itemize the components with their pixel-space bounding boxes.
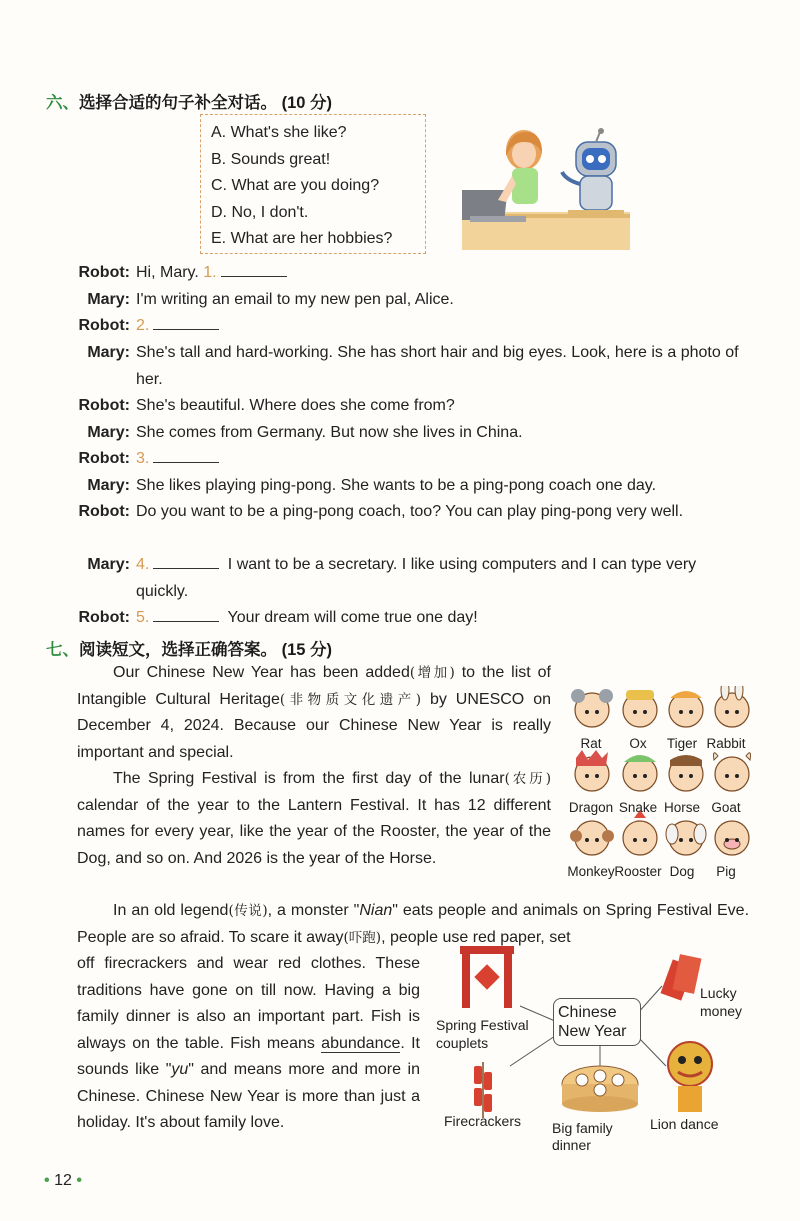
- speaker-mary: Mary:: [87, 344, 130, 361]
- blank-number-1: 1.: [203, 264, 217, 281]
- label-lucky-money: Lucky money: [700, 985, 743, 1019]
- dialogue-line-11: [136, 605, 752, 632]
- p3-text-a: In an old legend: [113, 902, 229, 919]
- answer-blank-5[interactable]: [153, 607, 219, 622]
- line-text: Your dream will come true one day!: [227, 609, 478, 626]
- speaker-robot: Robot:: [78, 450, 130, 467]
- gloss-legend: (传说): [228, 903, 268, 919]
- zodiac-label-snake: Snake: [618, 800, 658, 815]
- dialogue-line-4: She's tall and hard-working. She has short hair and big eyes. Look, here is a photo of her.: [136, 344, 739, 388]
- option-d: D. No, I don't.: [211, 203, 309, 221]
- speaker-robot: Robot:: [78, 397, 130, 414]
- label-firecrackers: Firecrackers: [444, 1113, 522, 1129]
- zodiac-label-dog: Dog: [669, 864, 695, 879]
- girl-robot-illustration: [462, 128, 630, 250]
- p3-text-d: , people use red paper, set: [381, 928, 571, 946]
- blank-number-4: 4.: [136, 556, 150, 573]
- gloss-heritage: (非物质文化遗产): [279, 691, 421, 708]
- word-yu: yu: [171, 1061, 189, 1078]
- p2-text-b: calendar of the year to the Lantern Festival. It has 12 different names for every year, like the year of the Rooster, the year of the Dog, and so on. And 2026 is the year of the Horse.: [77, 796, 551, 867]
- p3-text-b: , a monster ": [267, 902, 360, 919]
- gloss-lunar: (农历): [504, 771, 551, 787]
- speaker-robot: Robot:: [78, 609, 130, 626]
- section-6-title: [46, 89, 332, 113]
- p4-text-b: . It sounds like ": [77, 1034, 420, 1078]
- dialogue-line-3: [136, 313, 752, 340]
- p2-text-a: The Spring Festival is from the first day of the lunar: [113, 770, 505, 787]
- dialogue-line-8: She likes playing ping-pong. She wants to be a ping-pong coach one day.: [136, 477, 657, 494]
- line-text: Hi, Mary.: [136, 264, 199, 281]
- zodiac-label-tiger: Tiger: [666, 736, 698, 751]
- zodiac-label-rabbit: Rabbit: [706, 736, 746, 751]
- section-6-number: 六、: [46, 94, 79, 112]
- option-e: E. What are her hobbies?: [211, 230, 393, 247]
- label-family-dinner: Big family dinner: [552, 1120, 613, 1153]
- blank-number-5: 5.: [136, 609, 150, 626]
- p1-text-c: by UNESCO on December 4, 2024. Because our Chinese New Year is really important and special.: [77, 690, 552, 761]
- zodiac-label-rat: Rat: [580, 736, 602, 751]
- dialogue-line-2: I'm writing an email to my new pen pal, Alice.: [136, 291, 454, 308]
- zodiac-label-dragon: Dragon: [568, 800, 614, 815]
- section-7-title-text: 阅读短文，选择正确答案。 (15 分): [79, 641, 333, 659]
- option-b: B. Sounds great!: [211, 150, 331, 168]
- center-node-label: Chinese New Year: [558, 1004, 627, 1040]
- speaker-mary: Mary:: [87, 477, 130, 494]
- word-abundance: abundance: [321, 1034, 401, 1052]
- dialogue-line-6: She comes from Germany. But now she lives in China.: [136, 424, 523, 441]
- word-nian: Nian: [359, 902, 393, 919]
- blank-number-3: 3.: [136, 450, 150, 467]
- page-number: • 12 •: [44, 1172, 82, 1189]
- dialogue-line-9: Do you want to be a ping-pong coach, too? You can play ping-pong very well.: [136, 503, 684, 520]
- zodiac-animals-icon: [562, 686, 762, 886]
- passage-paragraph-1: [77, 660, 551, 766]
- p1-text-a: Our Chinese New Year has been added: [113, 664, 410, 681]
- p1-text-b: to the list of Intangible Cultural Heritage: [77, 664, 551, 708]
- answer-blank-1[interactable]: [221, 262, 287, 277]
- answer-blank-3[interactable]: [153, 448, 219, 463]
- zodiac-label-goat: Goat: [711, 800, 741, 815]
- line-text: I want to be a secretary. I like using computers and I can type very quickly.: [136, 556, 697, 600]
- dialogue-line-7: [136, 446, 752, 473]
- speaker-robot: Robot:: [78, 503, 130, 520]
- chinese-new-year-mind-map: [430, 946, 770, 1156]
- zodiac-label-horse: Horse: [663, 800, 700, 815]
- speaker-mary: Mary:: [87, 291, 130, 308]
- passage-paragraph-3: [77, 898, 749, 951]
- passage-paragraph-2: [77, 766, 551, 872]
- section-7-title: [46, 636, 332, 660]
- section-7-number: 七、: [46, 641, 79, 659]
- gloss-zengjia: (增加): [409, 665, 455, 681]
- options-box: [200, 114, 426, 254]
- dialogue-line-10: [136, 552, 752, 605]
- label-couplets: Spring Festival couplets: [436, 1017, 529, 1051]
- gloss-scare-away: (吓跑): [343, 929, 382, 946]
- dialogue-line-1: [136, 260, 752, 287]
- zodiac-label-monkey: Monkey: [567, 864, 615, 879]
- p4-text-c: " and means more and more in Chinese. Chinese New Year is more than just a holiday. It's about family love.: [77, 1061, 421, 1131]
- dialogue-line-5: She's beautiful. Where does she come from?: [136, 397, 455, 414]
- option-a: A. What's she like?: [211, 124, 347, 141]
- blank-number-2: 2.: [136, 317, 150, 334]
- speaker-mary: Mary:: [87, 556, 130, 573]
- speaker-robot: Robot:: [78, 317, 130, 334]
- answer-blank-2[interactable]: [153, 315, 219, 330]
- option-c: C. What are you doing?: [211, 177, 380, 194]
- p4-text-a: off firecrackers and wear red clothes. These traditions have gone on till now. Having a big family dinner is also an important part. Fish is always on the table. Fish means: [77, 955, 420, 1052]
- section-6-title-text: 选择合适的句子补全对话。 (10 分): [79, 94, 333, 112]
- zodiac-label-ox: Ox: [629, 736, 647, 751]
- answer-blank-4[interactable]: [153, 554, 219, 569]
- speaker-mary: Mary:: [87, 424, 130, 441]
- page-number-text: 12: [54, 1172, 72, 1189]
- speaker-robot: Robot:: [78, 264, 130, 281]
- p3-text-c: " eats people and animals on Spring Festival Eve. People are so afraid. To scare it away: [77, 902, 750, 946]
- zodiac-grid: [562, 686, 762, 886]
- zodiac-label-rooster: Rooster: [614, 864, 662, 879]
- label-lion-dance: Lion dance: [650, 1116, 719, 1132]
- passage-paragraph-4: [77, 951, 420, 1137]
- zodiac-label-pig: Pig: [716, 864, 736, 879]
